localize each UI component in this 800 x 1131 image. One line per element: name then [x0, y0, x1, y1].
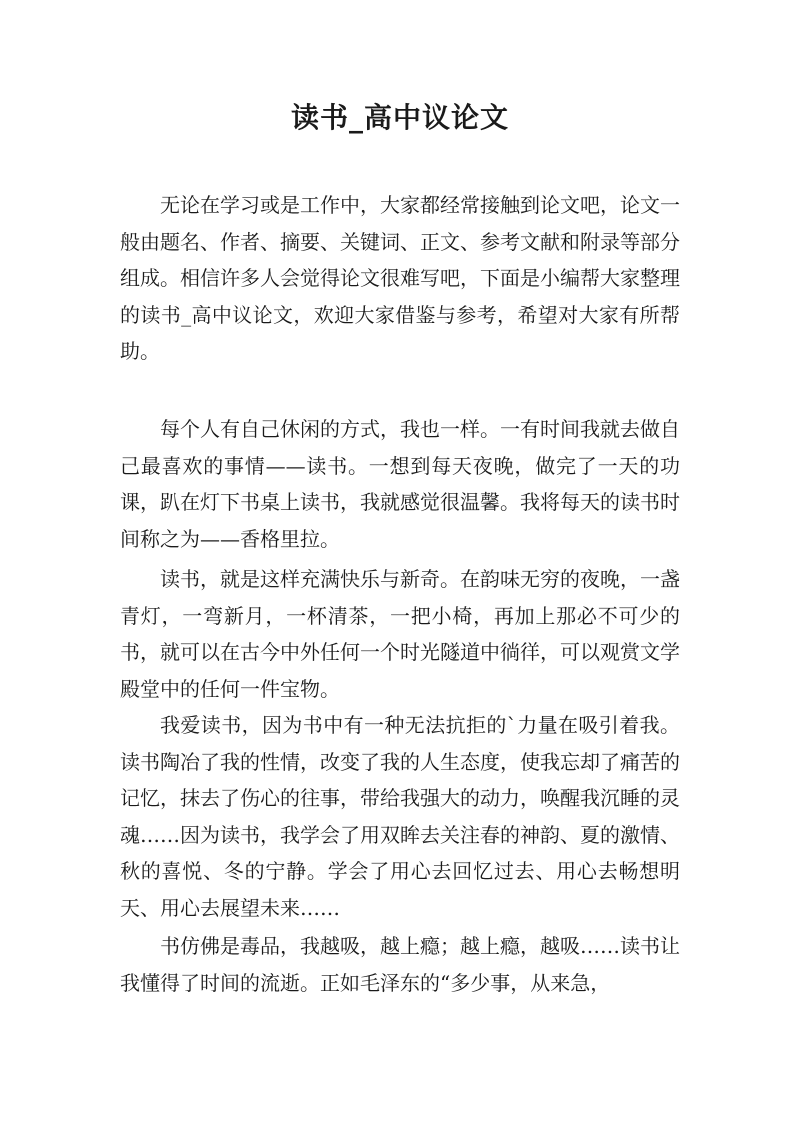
body-paragraph-3: 我爱读书，因为书中有一种无法抗拒的`力量在吸引着我。读书陶冶了我的性情，改变了我的人生态度，使我忘却了痛苦的记忆，抹去了伤心的往事，带给我强大的动力，唤醒我沉睡的灵魂……因为读书，我学会了用双眸去关注春的神韵、夏的激情、秋的喜悦、冬的宁静。学会了用心去回忆过去、用心去畅想明天、用心去展望未来…… [120, 713, 680, 920]
body-paragraph-2: 读书，就是这样充满快乐与新奇。在韵味无穷的夜晚，一盏青灯，一弯新月，一杯清茶，一把小椅，再加上那必不可少的书，就可以在古今中外任何一个时光隧道中徜徉，可以观赏文学殿堂中的任何一件宝物。 [120, 567, 680, 701]
intro-paragraph: 无论在学习或是工作中，大家都经常接触到论文吧，论文一般由题名、作者、摘要、关键词、正文、参考文献和附录等部分组成。相信许多人会觉得论文很难写吧，下面是小编帮大家整理的读书_高中议论文，欢迎大家借鉴与参考，希望对大家有所帮助。 [120, 193, 680, 363]
body-paragraph-4: 书仿佛是毒品，我越吸，越上瘾；越上瘾，越吸……读书让我懂得了时间的流逝。正如毛泽东的“多少事，从来急， [120, 934, 680, 995]
document-title: 读书_高中议论文 [290, 101, 509, 134]
body-paragraph-1: 每个人有自己休闲的方式，我也一样。一有时间我就去做自己最喜欢的事情——读书。一想到每天夜晚，做完了一天的功课，趴在灯下书桌上读书，我就感觉很温馨。我将每天的读书时间称之为——香格里拉。 [120, 417, 680, 551]
